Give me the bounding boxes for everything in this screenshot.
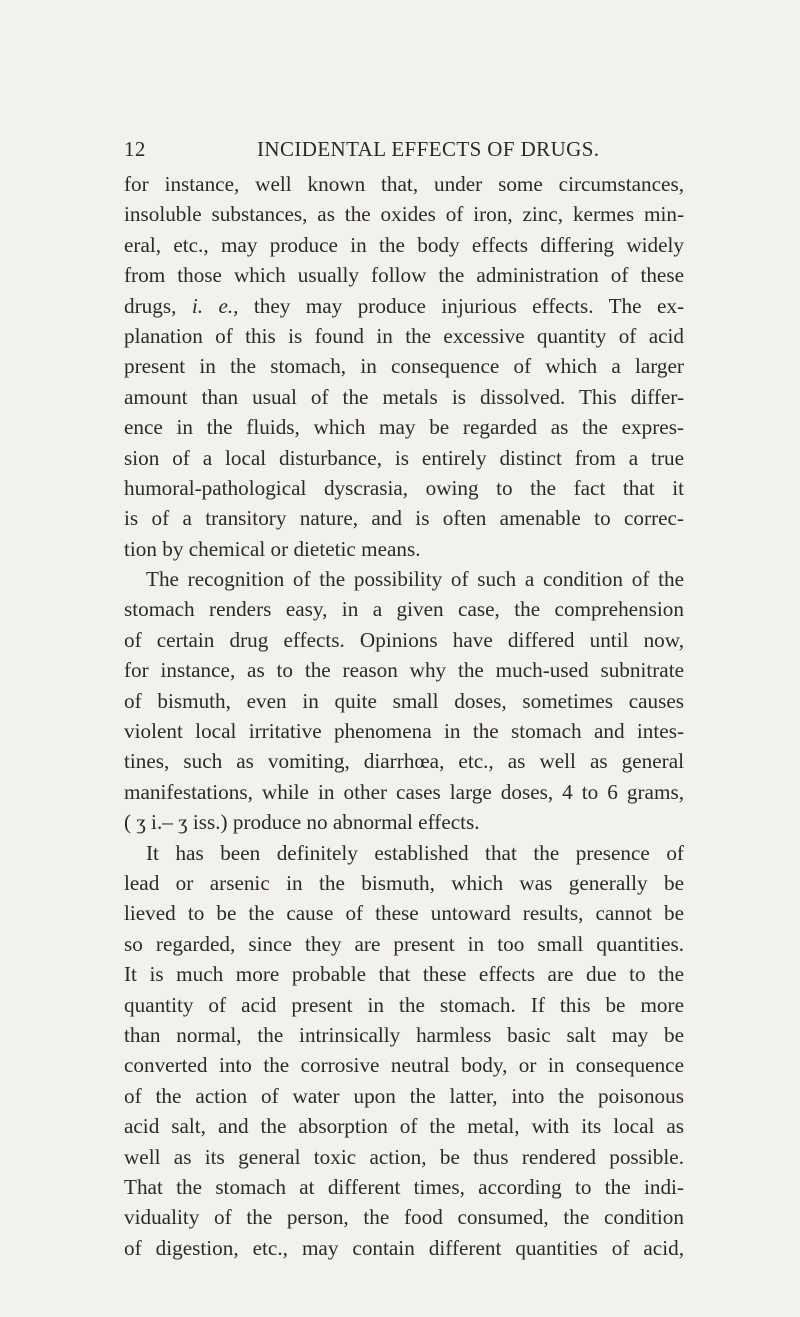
italic-abbreviation: i. e.: [191, 293, 234, 318]
text-line: from those which usually follow the administration of these: [124, 263, 684, 288]
text-line: well as its general toxic action, be thus rendered possible.: [124, 1144, 684, 1169]
text-line: for instance, as to the reason why the much-used subnitrate: [124, 658, 684, 683]
text-line: The recognition of the possibility of such a condition of the: [146, 567, 684, 592]
body-text: [124, 169, 684, 1263]
text-line: tines, such as vomiting, diarrhœa, etc., as well as general: [124, 749, 684, 774]
text-line: That the stomach at different times, according to the indi-: [124, 1174, 684, 1199]
text-line: of digestion, etc., may contain different quantities of acid,: [124, 1235, 684, 1260]
text-line: planation of this is found in the excessive quantity of acid: [124, 323, 684, 348]
text-line: ence in the fluids, which may be regarded as the expres-: [124, 415, 684, 440]
text-line: of bismuth, even in quite small doses, sometimes causes: [124, 688, 684, 713]
page-number: 12: [124, 137, 146, 161]
text-line: than normal, the intrinsically harmless basic salt may be: [124, 1022, 684, 1047]
chapter-title: INCIDENTAL EFFECTS OF DRUGS.: [257, 137, 600, 161]
text-line: manifestations, while in other cases large doses, 4 to 6 grams,: [124, 779, 684, 804]
text-line: It has been definitely established that the presence of: [146, 840, 684, 865]
text-line: ( ʒ i.– ʒ iss.) produce no abnormal effects.: [124, 810, 480, 835]
text-line: quantity of acid present in the stomach. If this be more: [124, 992, 684, 1017]
text-line: acid salt, and the absorption of the metal, with its local as: [124, 1114, 684, 1139]
text-line: It is much more probable that these effects are due to the: [124, 962, 684, 987]
text-line: converted into the corrosive neutral body, or in consequence: [124, 1053, 684, 1078]
text-line: for instance, well known that, under some circumstances,: [124, 172, 684, 196]
text-line: of certain drug effects. Opinions have differed until now,: [124, 627, 684, 652]
text-line: sion of a local disturbance, is entirely distinct from a true: [124, 445, 684, 470]
text-line: of the action of water upon the latter, into the poisonous: [124, 1083, 684, 1108]
running-head: [124, 137, 684, 165]
text-line: lieved to be the cause of these untoward results, cannot be: [124, 901, 684, 926]
text-line: stomach renders easy, in a given case, the comprehension: [124, 597, 684, 622]
text-line: is of a transitory nature, and is often amenable to correc-: [124, 506, 684, 531]
text-line: so regarded, since they are present in too small quantities.: [124, 931, 684, 956]
text-line: violent local irritative phenomena in the stomach and intes-: [124, 719, 684, 744]
text-line: present in the stomach, in consequence of which a larger: [124, 354, 684, 379]
text-line: humoral-pathological dyscrasia, owing to the fact that it: [124, 475, 684, 500]
text-line: amount than usual of the metals is dissolved. This differ-: [124, 384, 684, 409]
text-line: drugs, i. e., they may produce injurious effects. The ex-: [124, 293, 684, 318]
text-line: viduality of the person, the food consumed, the condition: [124, 1205, 684, 1230]
text-line: lead or arsenic in the bismuth, which was generally be: [124, 870, 684, 895]
text-line: tion by chemical or dietetic means.: [124, 536, 421, 561]
text-line: insoluble substances, as the oxides of iron, zinc, kermes min-: [124, 202, 684, 227]
text-line: eral, etc., may produce in the body effects differing widely: [124, 232, 684, 257]
